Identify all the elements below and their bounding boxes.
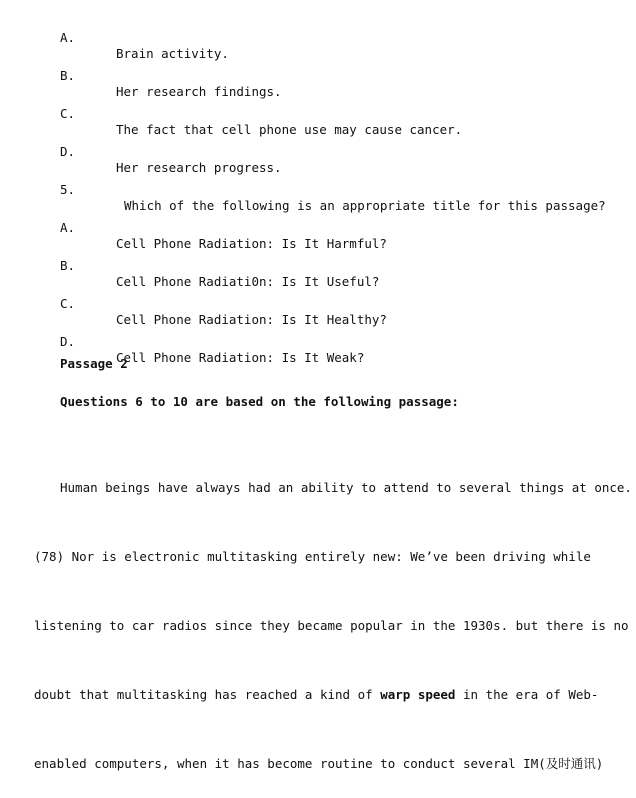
option-letter: C. — [60, 296, 76, 311]
option-letter: D. — [60, 334, 76, 349]
option-text: Cell Phone Radiation: Is It Healthy? — [116, 312, 387, 327]
questions-heading: Questions 6 to 10 are based on the following passage: — [60, 394, 459, 409]
paragraph-line: Human beings have always had an ability to attend to several things at once. — [60, 480, 632, 495]
line-text: in the era of Web- — [455, 687, 599, 702]
question-text: Which of the following is an appropriate title for this passage? — [124, 198, 606, 213]
option-text: Cell Phone Radiation: Is It Harmful? — [116, 236, 387, 251]
option-text: The fact that cell phone use may cause cancer. — [116, 122, 463, 137]
line-text: doubt that multitasking has reached a kind of — [34, 687, 381, 702]
paragraph-line: listening to car radios since they became popular in the 1930s. but there is no — [34, 618, 629, 633]
paragraph-line — [34, 683, 604, 706]
passage-paragraph — [34, 430, 632, 798]
paragraph-line: enabled computers, when it has become routine to conduct several IM(及时通讯) — [34, 756, 604, 771]
paragraph-line: (78) Nor is electronic multitasking entirely new: We’ve been driving while — [34, 549, 591, 564]
warp-speed-emphasis: warp speed — [380, 687, 456, 702]
option-text: Her research findings. — [116, 84, 282, 99]
option-text: Cell Phone Radiati0n: Is It Useful? — [116, 274, 380, 289]
passage-heading: Passage 2 — [60, 356, 128, 371]
option-letter: B. — [60, 68, 76, 83]
option-letter: C. — [60, 106, 76, 121]
option-text: Brain activity. — [116, 46, 229, 61]
option-letter: A. — [60, 220, 76, 235]
option-letter: A. — [60, 30, 76, 45]
option-letter: B. — [60, 258, 76, 273]
question-number: 5. — [60, 182, 76, 197]
option-text: Her research progress. — [116, 160, 282, 175]
option-letter: D. — [60, 144, 76, 159]
option-text: Cell Phone Radiation: Is It Weak? — [116, 350, 365, 365]
